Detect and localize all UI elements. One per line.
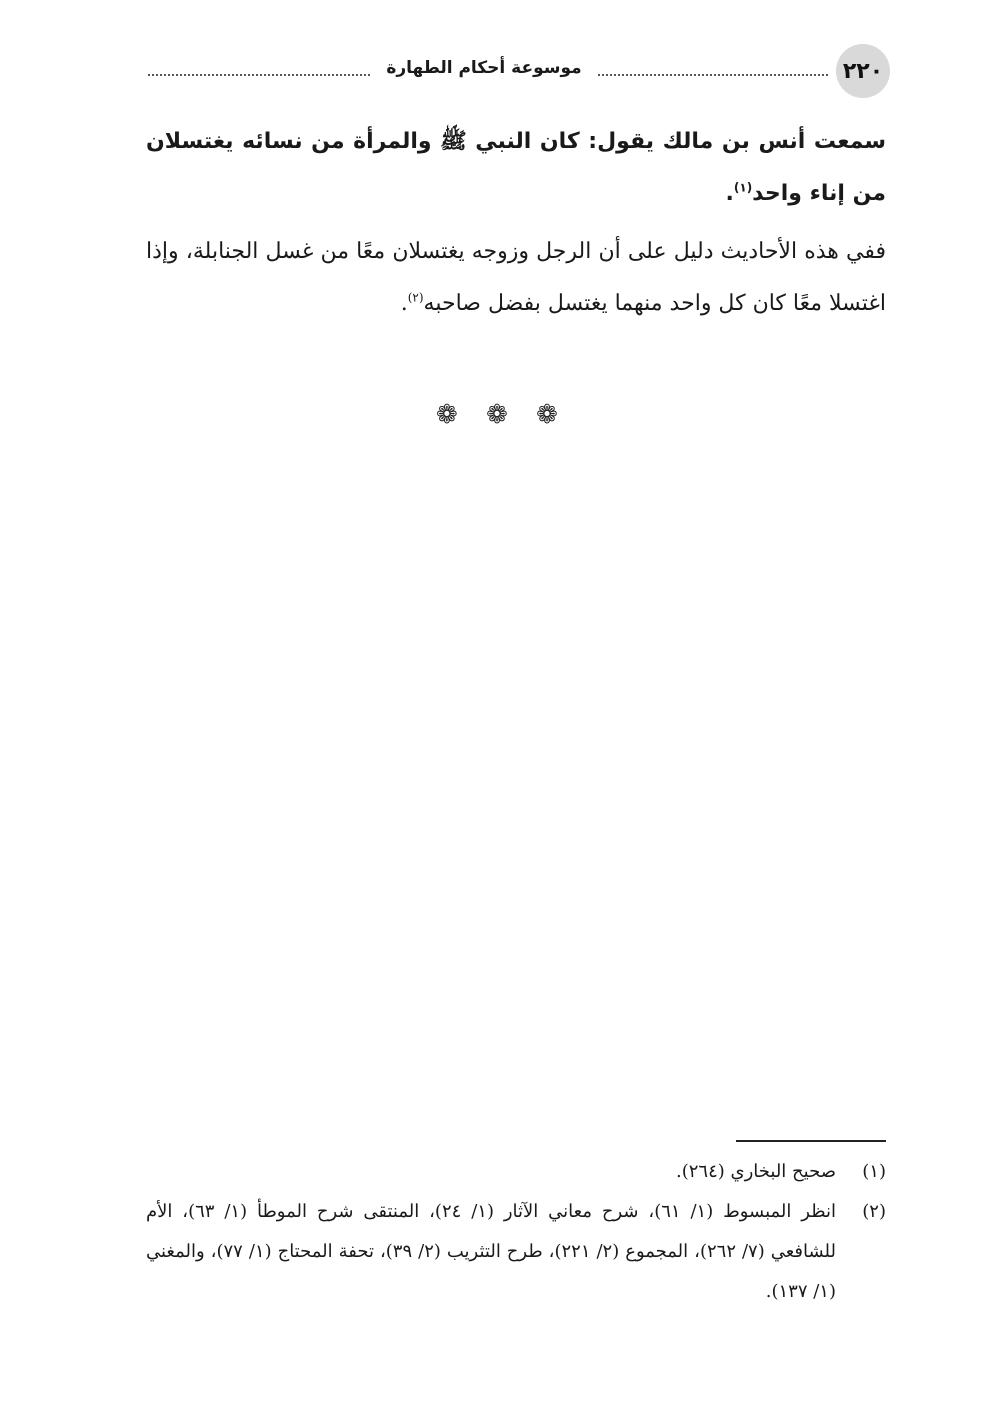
page-number-badge (836, 44, 890, 98)
paragraph-commentary (146, 226, 886, 330)
page-number: ٢٢٠ (842, 58, 884, 84)
footnote-1 (146, 1152, 886, 1192)
running-header-title: موسوعة أحكام الطهارة (386, 58, 582, 78)
paragraph-text: سمعت أنس بن مالك يقول: كان النبي ﷺ والمرأة من نسائه يغتسلان من إناء واحد (146, 129, 886, 206)
paragraph-text: ففي هذه الأحاديث دليل على أن الرجل وزوجه يغتسلان معًا من غسل الجنابلة، وإذا اغتسلا معًا كان كل واحد منهما يغتسل بفضل صاحبه (146, 239, 886, 316)
footnote-separator-line (736, 1140, 886, 1142)
section-divider-ornament: ❁ ❁ ❁ (436, 400, 568, 430)
footnote-text: انظر المبسوط (١/ ٦١)، شرح معاني الآثار (١/ ٢٤)، المنتقى شرح الموطأ (١/ ٦٣)، الأم للشافعي (٧/ ٢٦٢)، المجموع (٢/ ٢٢١)، طرح التثريب (٢/ ٣٩)، تحفة المحتاج (١/ ٧٧)، والمغني (١/ ١٣٧). (146, 1201, 836, 1302)
footnotes-section (146, 1152, 886, 1312)
paragraph-end: . (400, 291, 408, 316)
footnote-ref-2[interactable]: (٢) (407, 290, 424, 305)
paragraph-hadith (146, 116, 886, 220)
footnote-number: (٢) (862, 1201, 886, 1222)
footnote-number: (١) (862, 1161, 886, 1182)
header-dotted-line-right (598, 74, 828, 76)
paragraph-end: . (725, 181, 734, 206)
footnote-text: صحيح البخاري (٢٦٤). (676, 1161, 836, 1182)
header-dotted-line-left (148, 74, 370, 76)
footnote-ref-1[interactable]: (١) (733, 180, 753, 195)
footnote-2 (146, 1192, 886, 1312)
